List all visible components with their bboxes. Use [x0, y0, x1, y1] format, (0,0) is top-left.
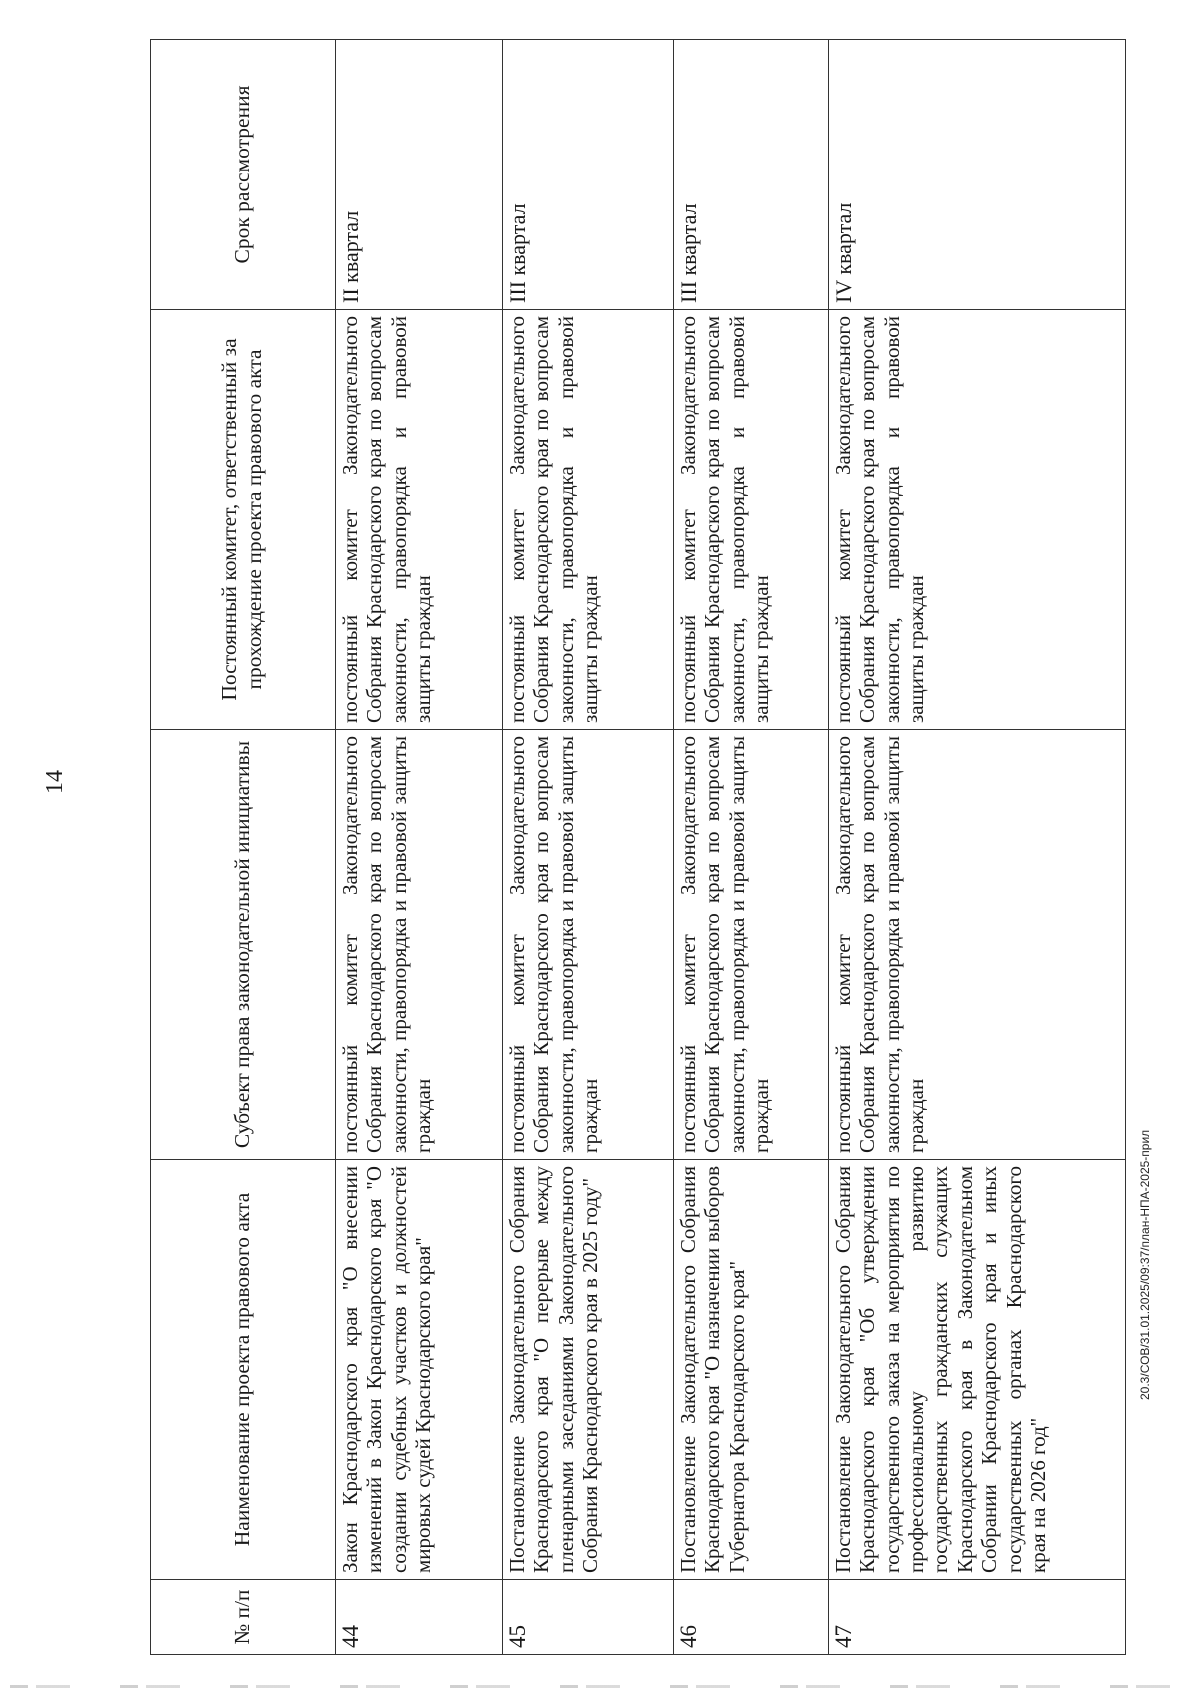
row-committee: постоянный комитет Законодательного Собрания Краснодарского края по вопросам законности, правопорядка и правовой защиты граждан — [674, 310, 829, 730]
row-act-name: Постановление Законодательного Собрания Краснодарского края "О перерыве между пленарными заседаниями Законодательного Собрания Краснодарского края в 2025 году" — [503, 1160, 674, 1580]
row-subject: постоянный комитет Законодательного Собрания Краснодарского края по вопросам законности, правопорядка и правовой защиты граждан — [674, 730, 829, 1160]
header-term: Срок рассмотрения — [151, 40, 336, 310]
row-committee: постоянный комитет Законодательного Собрания Краснодарского края по вопросам законности, правопорядка и правовой защиты граждан — [829, 310, 1126, 730]
table-row — [829, 40, 1126, 1655]
row-term: III квартал — [674, 40, 829, 310]
table-row — [674, 40, 829, 1655]
row-number: 47 — [829, 1580, 1126, 1655]
scan-artifact-strip — [10, 1685, 1190, 1688]
page-number: 14 — [42, 770, 68, 794]
row-term: II квартал — [336, 40, 503, 310]
row-subject: постоянный комитет Законодательного Собрания Краснодарского края по вопросам законности, правопорядка и правовой защиты граждан — [829, 730, 1126, 1160]
header-subject: Субъект права законодательной инициативы — [151, 730, 336, 1160]
row-committee: постоянный комитет Законодательного Собрания Краснодарского края по вопросам законности, правопорядка и правовой защиты граждан — [503, 310, 674, 730]
row-act-name: Постановление Законодательного Собрания Краснодарского края "О назначении выборов Губернатора Краснодарского края" — [674, 1160, 829, 1580]
header-committee: Постоянный комитет, ответственный за прохождение проекта правового акта — [151, 310, 336, 730]
table-row — [503, 40, 674, 1655]
row-subject: постоянный комитет Законодательного Собрания Краснодарского края по вопросам законности, правопорядка и правовой защиты граждан — [336, 730, 503, 1160]
row-number: 45 — [503, 1580, 674, 1655]
row-term: IV квартал — [829, 40, 1126, 310]
row-number: 46 — [674, 1580, 829, 1655]
rotated-table-wrapper — [150, 40, 1085, 1655]
row-number: 44 — [336, 1580, 503, 1655]
row-act-name: Закон Краснодарского края "О внесении изменений в Закон Краснодарского края "О создании судебных участков и должностей мировых судей Краснодарского края" — [336, 1160, 503, 1580]
header-name: Наименование проекта правового акта — [151, 1160, 336, 1580]
row-subject: постоянный комитет Законодательного Собрания Краснодарского края по вопросам законности, правопорядка и правовой защиты граждан — [503, 730, 674, 1160]
row-term: III квартал — [503, 40, 674, 310]
table-header-row — [151, 40, 336, 1655]
row-act-name: Постановление Законодательного Собрания Краснодарского края "Об утверждении государственного заказа на мероприятия по профессиональному развитию государственных гражданских служащих Краснодарского края в Законодательном Собрании Краснодарского края и иных государственных органах Краснодарского края на 2026 год" — [829, 1160, 1126, 1580]
plan-table — [150, 39, 1126, 1655]
header-num: № п/п — [151, 1580, 336, 1655]
row-committee: постоянный комитет Законодательного Собрания Краснодарского края по вопросам законности, правопорядка и правовой защиты граждан — [336, 310, 503, 730]
table-row — [336, 40, 503, 1655]
footer-file-path: 20.3/СОВ/31.01.2025/09:37/план-НПА-2025-прил — [1138, 1129, 1152, 1400]
